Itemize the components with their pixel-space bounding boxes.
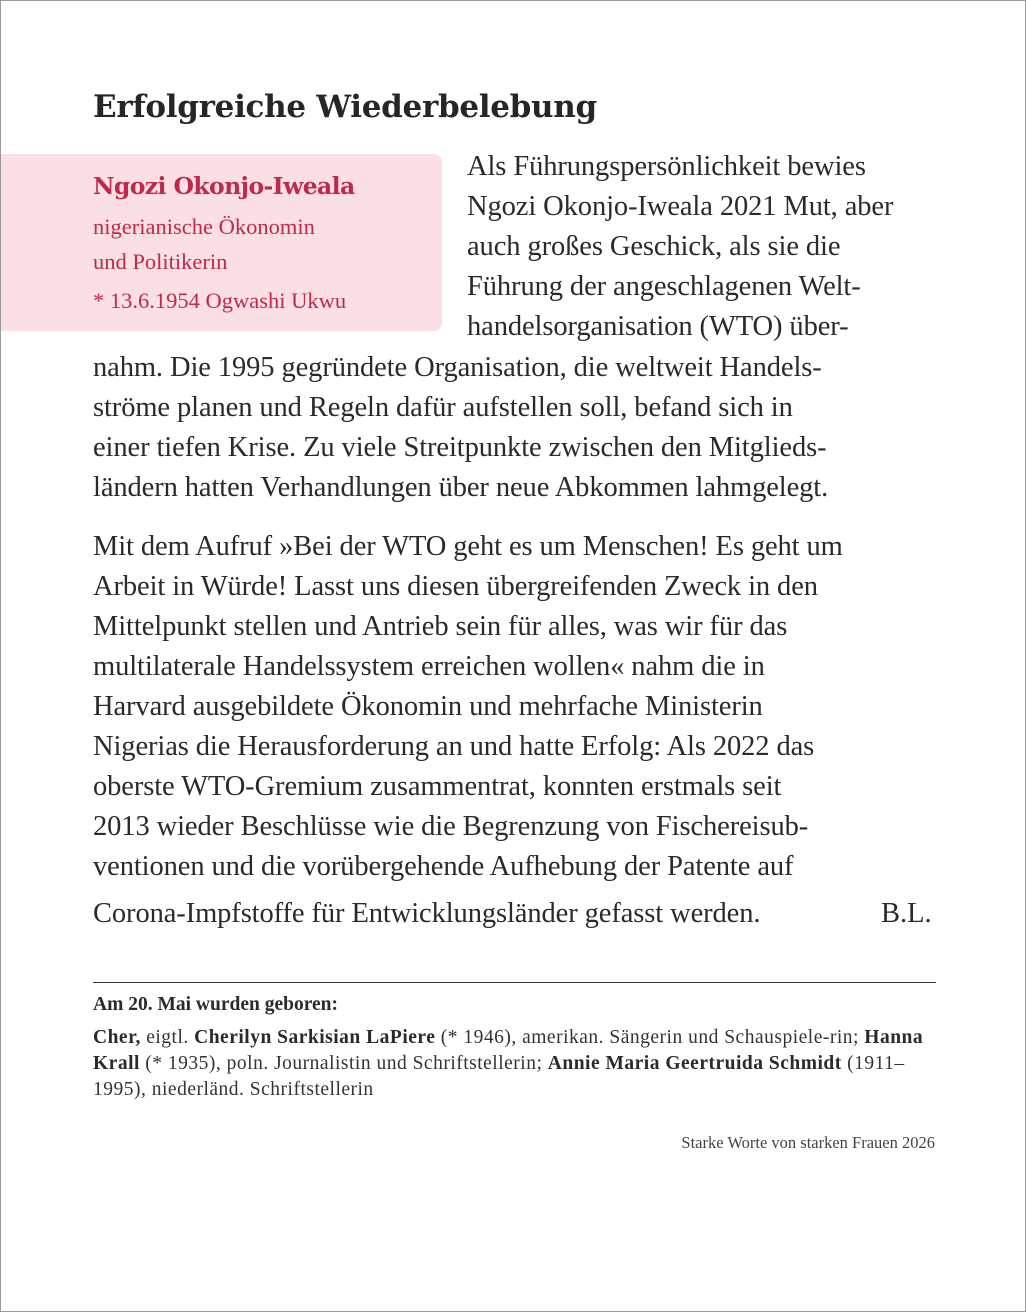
birth-note-1: eigtl. [140, 1027, 195, 1048]
article-line: ventionen und die vorübergehende Aufhebung der Patente auf [93, 851, 794, 882]
article-line: multilaterale Handelssystem erreichen wollen« nahm die in [93, 651, 765, 682]
article-line: ströme planen und Regeln dafür aufstellen soll, befand sich in [93, 392, 793, 423]
article-line: 2013 wieder Beschlüsse wie die Begrenzung von Fischereisub- [93, 811, 809, 842]
article-line: Ngozi Okonjo-Iweala 2021 Mut, aber [467, 191, 894, 222]
article-line: Corona-Impfstoffe für Entwicklungsländer gefasst werden. [93, 898, 761, 929]
article-line: einer tiefen Krise. Zu viele Streitpunkte zwischen den Mitglieds- [93, 432, 827, 463]
person-name: Ngozi Okonjo-Iweala [93, 172, 355, 200]
birth-fullname-1: Cherilyn Sarkisian LaPiere [194, 1027, 436, 1048]
author-initials: B.L. [881, 898, 932, 929]
article-line: handelsorganisation (WTO) über- [467, 311, 849, 342]
article-line: Als Führungspersönlichkeit bewies [467, 151, 866, 182]
article-line: nahm. Die 1995 gegründete Organisation, die weltweit Handels- [93, 352, 822, 383]
section-divider [93, 982, 936, 983]
birth-desc-1: (* 1946), amerikan. Sängerin und Schauspiele-rin; [435, 1027, 865, 1048]
article-line: Arbeit in Würde! Lasst uns diesen übergreifenden Zweck in den [93, 571, 818, 602]
article-line: Nigerias die Herausforderung an und hatte Erfolg: Als 2022 das [93, 731, 815, 762]
article-line: ländern hatten Verhandlungen über neue Abkommen lahmgelegt. [93, 472, 829, 503]
births-heading: Am 20. Mai wurden geboren: [93, 994, 338, 1015]
article-line: Mit dem Aufruf »Bei der WTO geht es um Menschen! Es geht um [93, 531, 843, 562]
birth-name-2: Hanna Krall [93, 1027, 924, 1074]
article-line: oberste WTO-Gremium zusammentrat, konnten erstmals seit [93, 771, 782, 802]
article-line: auch großes Geschick, als sie die [467, 231, 841, 262]
article-line: Mittelpunkt stellen und Antrieb sein für alles, was wir für das [93, 611, 788, 642]
birth-name-1: Cher, [93, 1027, 141, 1048]
births-list [93, 1025, 936, 1103]
birth-name-3: Annie Maria Geertruida Schmidt [547, 1053, 842, 1074]
page-title: Erfolgreiche Wiederbelebung [93, 89, 597, 125]
person-role [93, 209, 442, 279]
person-birth: * 13.6.1954 Ogwashi Ukwu [93, 288, 347, 313]
birth-desc-2: (* 1935), poln. Journalistin und Schriftstellerin; [139, 1053, 548, 1074]
person-infobox [1, 154, 442, 331]
footer-credit: Starke Worte von starken Frauen 2026 [681, 1133, 935, 1152]
person-role-line2: und Politikerin [93, 249, 228, 274]
article-line: Harvard ausgebildete Ökonomin und mehrfache Ministerin [93, 691, 763, 722]
article-line: Führung der angeschlagenen Welt- [467, 271, 861, 302]
birth-desc-3: (1911–1995), niederländ. Schriftstellerin [93, 1053, 905, 1100]
person-role-line1: nigerianische Ökonomin [93, 214, 315, 239]
